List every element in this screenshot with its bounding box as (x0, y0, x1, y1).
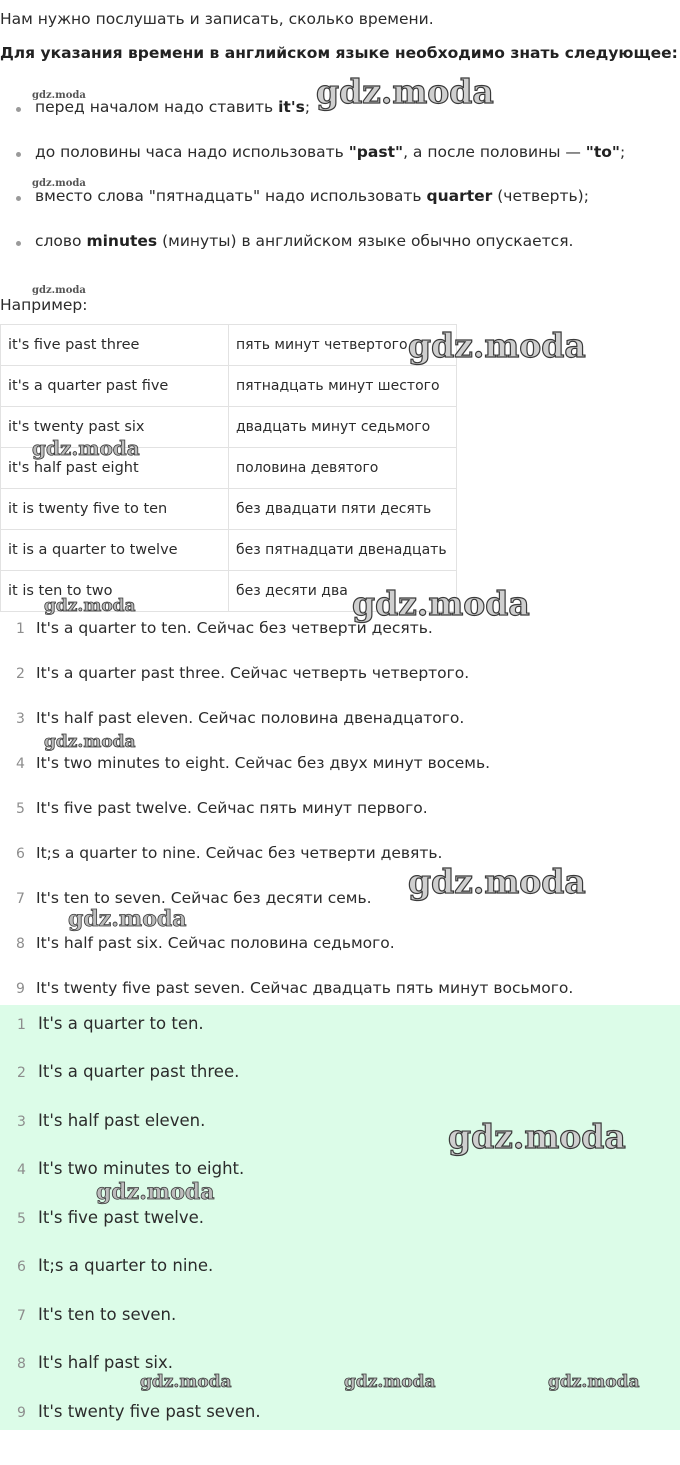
watermark: gdz.moda (32, 436, 140, 460)
example-en: it is a quarter to twelve (1, 530, 229, 571)
watermark: gdz.moda (44, 732, 136, 752)
list-number: 2 (17, 1065, 26, 1081)
watermark: gdz.moda (344, 1372, 436, 1392)
list-number: 3 (17, 1114, 26, 1130)
list-number: 6 (17, 1259, 26, 1275)
table-row (1, 489, 457, 530)
list-number: 8 (17, 1356, 26, 1372)
list-item: It's a quarter past three. (38, 1062, 240, 1081)
table-row (1, 530, 457, 571)
intro-text: Нам нужно послушать и записать, сколько времени. (0, 10, 434, 28)
list-item: It's ten to seven. Сейчас без десяти семь. (36, 889, 372, 907)
list-number: 1 (17, 1017, 26, 1033)
watermark: gdz.moda (44, 596, 136, 616)
list-number: 7 (17, 1308, 26, 1324)
list-number: 9 (16, 981, 25, 997)
example-ru: без десяти два (229, 571, 457, 612)
watermark: gdz.moda (68, 906, 187, 932)
list-number: 4 (16, 756, 25, 772)
list-item: It's half past eleven. Сейчас половина двенадцатого. (36, 709, 465, 727)
list-item: It's twenty five past seven. Сейчас двадцать пять минут восьмого. (36, 979, 574, 997)
list-number: 4 (17, 1162, 26, 1178)
example-en: it is twenty five to ten (1, 489, 229, 530)
watermark: gdz.moda (32, 178, 86, 189)
watermark: gdz.moda (408, 862, 586, 901)
list-number: 9 (17, 1405, 26, 1421)
list-item: It's ten to seven. (38, 1305, 177, 1324)
watermark: gdz.moda (140, 1372, 232, 1392)
example-ru: без двадцати пяти десять (229, 489, 457, 530)
list-number: 7 (16, 891, 25, 907)
example-label: Например: (0, 296, 88, 314)
list-item: It;s a quarter to nine. (38, 1256, 214, 1275)
list-item: It's five past twelve. (38, 1208, 205, 1227)
example-ru: двадцать минут седьмого (229, 407, 457, 448)
example-ru: пять минут четвертого (229, 325, 457, 366)
table-row (1, 325, 457, 366)
rule-item: до половины часа надо использовать "past", а после половины — "to"; (16, 143, 625, 161)
rule-item: вместо слова "пятнадцать" надо использовать quarter (четверть); (16, 187, 589, 205)
watermark: gdz.moda (448, 1117, 626, 1156)
example-en: it's twenty past six (1, 407, 229, 448)
list-number: 5 (16, 801, 25, 817)
list-item: It's twenty five past seven. (38, 1402, 261, 1421)
list-item: It's five past twelve. Сейчас пять минут первого. (36, 799, 428, 817)
list-item: It's a quarter to ten. (38, 1014, 204, 1033)
watermark: gdz.moda (408, 326, 586, 365)
rule-item: слово minutes (минуты) в английском языке обычно опускается. (16, 232, 573, 250)
table-row (1, 366, 457, 407)
example-ru: половина девятого (229, 448, 457, 489)
list-number: 1 (16, 621, 25, 637)
list-item: It's a quarter to ten. Сейчас без четверти десять. (36, 619, 433, 637)
list-item: It;s a quarter to nine. Сейчас без четверти девять. (36, 844, 443, 862)
list-item: It's half past six. (38, 1353, 174, 1372)
watermark: gdz.moda (548, 1372, 640, 1392)
list-number: 5 (17, 1211, 26, 1227)
examples-table (0, 324, 457, 612)
watermark: gdz.moda (32, 90, 86, 101)
example-en: it is ten to two (1, 571, 229, 612)
watermark: gdz.moda (32, 285, 86, 296)
list-item: It's two minutes to eight. Сейчас без двух минут восемь. (36, 754, 491, 772)
list-item: It's half past six. Сейчас половина седьмого. (36, 934, 395, 952)
watermark: gdz.moda (316, 72, 494, 111)
list-number: 8 (16, 936, 25, 952)
rules-heading: Для указания времени в английском языке необходимо знать следующее: (0, 44, 678, 62)
list-item: It's half past eleven. (38, 1111, 206, 1130)
list-number: 3 (16, 711, 25, 727)
example-en: it's half past eight (1, 448, 229, 489)
watermark: gdz.moda (352, 584, 530, 623)
list-number: 6 (16, 846, 25, 862)
list-item: It's two minutes to eight. (38, 1159, 245, 1178)
example-en: it's a quarter past five (1, 366, 229, 407)
example-en: it's five past three (1, 325, 229, 366)
list-item: It's a quarter past three. Сейчас четверть четвертого. (36, 664, 470, 682)
example-ru: пятнадцать минут шестого (229, 366, 457, 407)
example-ru: без пятнадцати двенадцать (229, 530, 457, 571)
list-number: 2 (16, 666, 25, 682)
rule-item: перед началом надо ставить it's; (16, 98, 310, 116)
watermark: gdz.moda (96, 1179, 215, 1205)
